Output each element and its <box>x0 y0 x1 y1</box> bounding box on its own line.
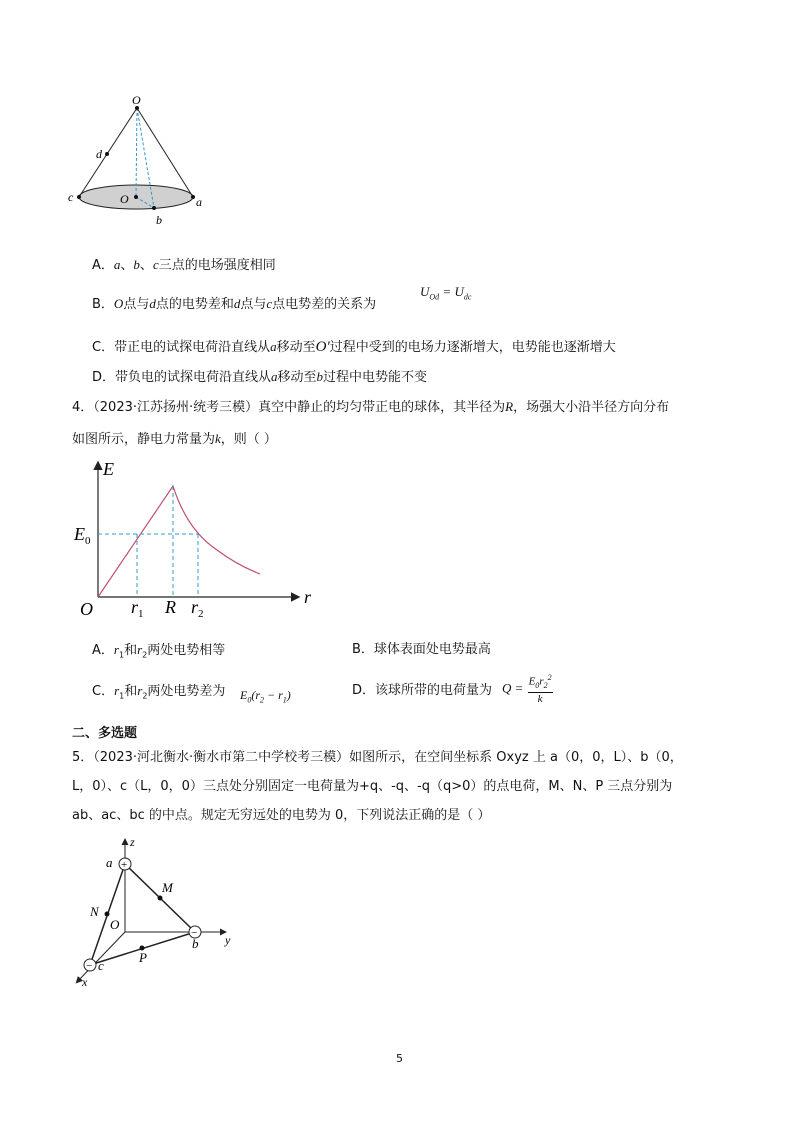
q4-option-d: D．该球所带的电荷量为 <box>352 683 493 698</box>
q5-stem-line3: ab、ac、bc 的中点。规定无穷远处的电势为 0，下列说法正确的是（ ） <box>72 808 491 823</box>
point-a <box>191 195 195 199</box>
charge-c-sign: − <box>86 960 93 972</box>
label-a: a <box>106 855 113 870</box>
point-b <box>152 206 156 210</box>
label-O-top: O <box>132 93 141 107</box>
label-M: M <box>162 880 173 895</box>
label-b: b <box>156 213 162 227</box>
point-M <box>158 896 163 901</box>
field-curve <box>98 486 260 597</box>
label-O-center: O <box>120 192 129 206</box>
label-r2: $r_2$ <box>191 597 204 620</box>
page-number: 5 <box>396 1052 403 1065</box>
label-z: z <box>130 835 135 849</box>
label-x: x <box>82 975 88 989</box>
point-center <box>134 195 138 199</box>
label-a: a <box>196 195 202 209</box>
q4-option-c: C．$r_1$和$r_2$两处电势差为 <box>92 683 226 701</box>
point-c <box>77 195 81 199</box>
q3-option-d: D．带负电的试探电荷沿直线从a移动至b过程中电势能不变 <box>92 369 428 385</box>
label-r1: $r_1$ <box>131 597 144 620</box>
label-c: c <box>68 190 74 204</box>
cone-right-edge <box>137 108 193 197</box>
axis-label-r: r <box>304 587 312 607</box>
coordinate-figure <box>70 832 245 992</box>
q4-formula-d: Q = $\frac{E_0r_2^2}{k}$ <box>502 673 552 705</box>
q4-option-b: B．球体表面处电势最高 <box>352 642 491 657</box>
q4-formula-c: $E_0(r_2 - r_1)$ <box>240 688 291 705</box>
axis-label-E: E <box>103 459 114 479</box>
label-P: P <box>139 950 147 965</box>
label-y: y <box>225 933 231 947</box>
q4-stem-line1: 4．（2023·江苏扬州·统考三模）真空中静止的均匀带正电的球体，其半径为R，场强大小沿半径方向分布 <box>72 399 670 415</box>
q5-stem-line2: L，0）、c（L，0，0）三点处分别固定一电荷量为+q、-q、-q（q>0）的点电荷，M、N、P 三点分别为 <box>72 779 673 794</box>
label-N: N <box>90 904 99 919</box>
point-N <box>105 912 110 917</box>
e-r-graph <box>72 455 327 620</box>
label-R: R <box>165 597 176 617</box>
charge-b-sign: − <box>191 927 198 939</box>
q3-formula-uod-udc: $U_{Od} = U_{dc}$ <box>420 284 472 302</box>
section-title-multiple-choice: 二、多选题 <box>72 726 138 741</box>
cone-axis-dashed <box>136 108 137 197</box>
label-b: b <box>192 936 199 951</box>
q4-option-a: A．$r_1$和$r_2$两处电势相等 <box>92 642 226 660</box>
q4-stem-line2: 如图所示，静电力常量为k，则（ ） <box>72 431 277 447</box>
label-c: c <box>98 958 104 973</box>
charge-a-sign: + <box>121 859 128 871</box>
origin-label-O: O <box>80 599 93 619</box>
label-E0: $E_0$ <box>74 524 91 547</box>
point-d <box>105 152 109 156</box>
q5-stem-line1: 5．（2023·河北衡水·衡水市第二中学校考三模）如图所示，在空间坐标系 Oxyz 上 a（0，0，L）、b（0， <box>72 750 683 765</box>
q3-option-a: A．a、b、c三点的电场强度相同 <box>92 257 276 273</box>
q3-option-b: B．O点与d点的电势差和d点与c点电势差的关系为 <box>92 296 377 312</box>
q3-option-c: C．带正电的试探电荷沿直线从a移动至O′过程中受到的电场力逐渐增大，电势能也逐渐增大 <box>92 339 616 355</box>
label-d: d <box>96 147 102 161</box>
cone-figure <box>60 88 220 238</box>
label-O: O <box>110 917 120 932</box>
